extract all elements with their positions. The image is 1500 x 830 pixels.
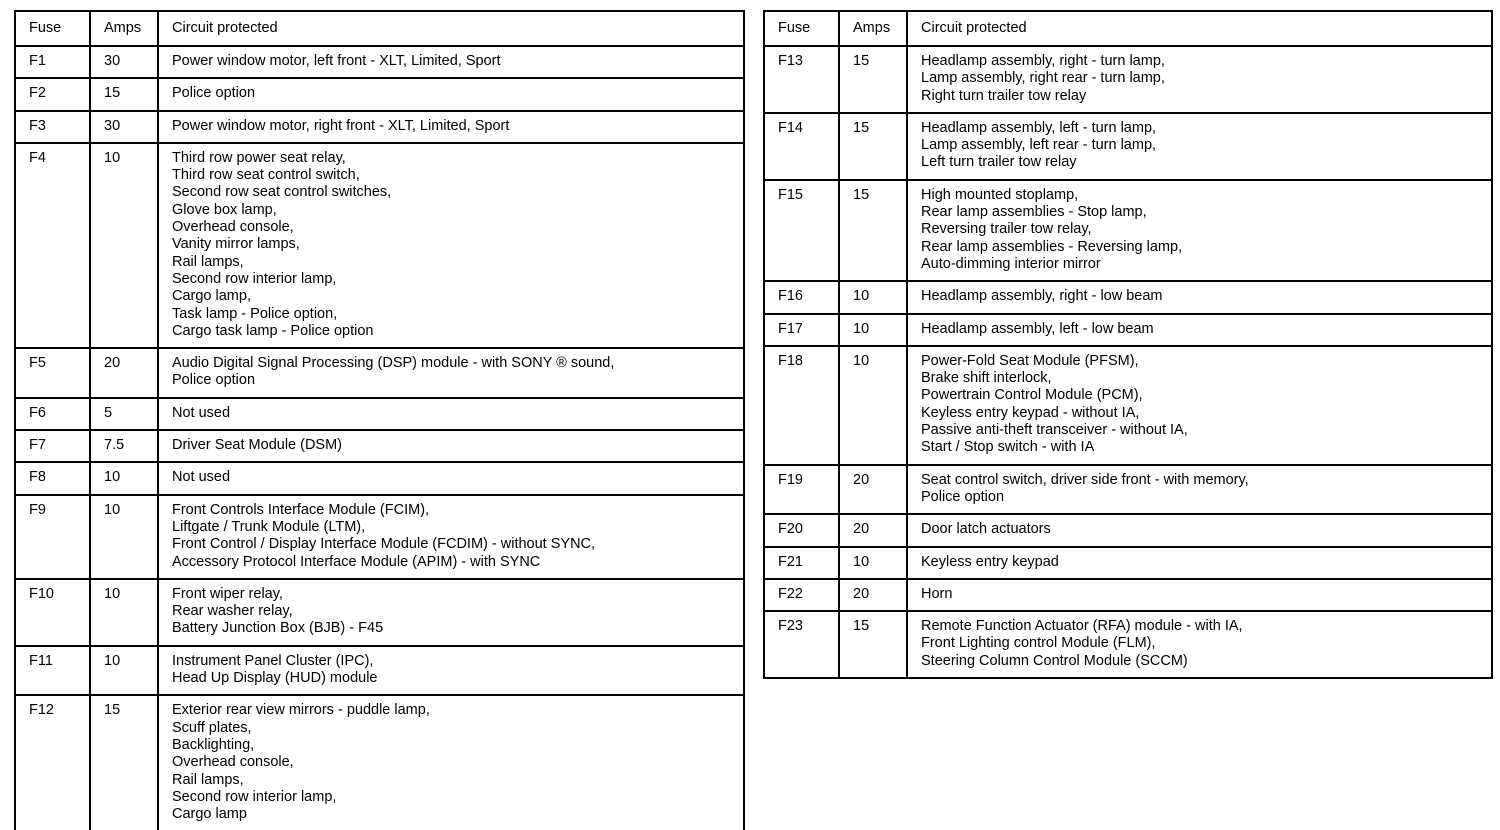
fuse-cell: F13 [764,46,839,113]
fuse-cell: F12 [15,695,90,830]
amps-cell: 10 [839,547,907,579]
circuit-line: Steering Column Control Module (SCCM) [921,652,1188,669]
fuse-cell: F20 [764,514,839,546]
circuit-line: Seat control switch, driver side front - with memory, [921,471,1249,488]
table-row [15,579,744,646]
column-header: Fuse [15,11,90,46]
fuse-cell: F15 [764,180,839,281]
circuit-cell [158,46,744,78]
circuit-line: Rail lamps, [172,253,244,270]
circuit-line: Driver Seat Module (DSM) [172,437,343,454]
circuit-line: Front Control / Display Interface Module (FCDIM) - without SYNC, [172,536,596,553]
circuit-cell [158,111,744,143]
fuse-cell: F21 [764,547,839,579]
table-row [15,111,744,143]
table-row [15,430,744,462]
amps-cell: 10 [90,495,158,579]
circuit-line: Front wiper relay, [172,585,283,602]
amps-cell: 15 [90,78,158,110]
table-row [764,611,1492,678]
circuit-line: Rear lamp assemblies - Reversing lamp, [921,238,1183,255]
circuit-line: Not used [172,469,231,486]
circuit-line: Audio Digital Signal Processing (DSP) module - with SONY ® sound, [172,355,615,372]
table-row [15,143,744,348]
circuit-line: Police option [921,488,1005,505]
circuit-cell [907,611,1492,678]
amps-cell: 5 [90,398,158,430]
circuit-line: Brake shift interlock, [921,370,1052,387]
amps-cell: 15 [839,46,907,113]
circuit-cell [158,495,744,579]
circuit-cell [158,646,744,696]
amps-cell: 10 [839,314,907,346]
circuit-cell [907,46,1492,113]
table-row [15,78,744,110]
circuit-line: Not used [172,404,231,421]
column-header: Amps [90,11,158,46]
circuit-cell [907,547,1492,579]
circuit-line: Rear lamp assemblies - Stop lamp, [921,204,1147,221]
amps-cell: 20 [839,579,907,611]
amps-cell: 15 [839,113,907,180]
table-row [764,314,1492,346]
circuit-line: Exterior rear view mirrors - puddle lamp, [172,702,430,719]
circuit-cell [158,695,744,830]
circuit-cell [907,180,1492,281]
circuit-line: Third row seat control switch, [172,167,360,184]
circuit-line: Accessory Protocol Interface Module (APIM) - with SYNC [172,553,541,570]
amps-cell: 15 [839,180,907,281]
circuit-cell [158,462,744,494]
circuit-line: Overhead console, [172,219,294,236]
circuit-line: Headlamp assembly, left - low beam [921,320,1154,337]
amps-cell: 10 [90,646,158,696]
fuse-cell: F4 [15,143,90,348]
table-row [15,398,744,430]
circuit-cell [907,346,1492,465]
circuit-cell [158,430,744,462]
circuit-cell [907,514,1492,546]
column-header: Fuse [764,11,839,46]
circuit-line: Second row interior lamp, [172,270,337,287]
circuit-line: Horn [921,585,953,602]
circuit-line: Lamp assembly, right rear - turn lamp, [921,70,1165,87]
table-row [764,465,1492,515]
column-header: Circuit protected [158,11,744,46]
circuit-cell [158,348,744,398]
column-header: Amps [839,11,907,46]
circuit-line: Task lamp - Police option, [172,305,338,322]
table-row [764,46,1492,113]
amps-cell: 20 [839,514,907,546]
fuse-cell: F8 [15,462,90,494]
circuit-line: Second row seat control switches, [172,184,392,201]
circuit-line: Cargo lamp, [172,288,251,305]
table-row [15,46,744,78]
circuit-line: Head Up Display (HUD) module [172,670,378,687]
fuse-table-left [14,10,745,830]
table-row [15,646,744,696]
circuit-line: Power window motor, left front - XLT, Limited, Sport [172,53,501,69]
header-row [764,11,1492,46]
fuse-cell: F16 [764,281,839,313]
circuit-line: Power-Fold Seat Module (PFSM), [921,352,1139,369]
table-row [15,462,744,494]
circuit-line: Vanity mirror lamps, [172,236,300,253]
circuit-line: Headlamp assembly, right - low beam [921,288,1163,305]
circuit-line: Front Lighting control Module (FLM), [921,635,1156,652]
circuit-line: Rail lamps, [172,771,244,788]
fuse-cell: F19 [764,465,839,515]
circuit-line: Powertrain Control Module (PCM), [921,387,1143,404]
circuit-line: Keyless entry keypad - without IA, [921,404,1140,421]
circuit-cell [158,398,744,430]
amps-cell: 10 [839,281,907,313]
table-row [764,579,1492,611]
circuit-cell [158,143,744,348]
fuse-cell: F11 [15,646,90,696]
fuse-table-right [763,10,1493,679]
circuit-line: Power window motor, right front - XLT, Limited, Sport [172,117,510,134]
table-row [764,113,1492,180]
circuit-line: Battery Junction Box (BJB) - F45 [172,620,384,637]
fuse-cell: F5 [15,348,90,398]
circuit-line: Glove box lamp, [172,201,277,218]
fuse-cell: F18 [764,346,839,465]
circuit-cell [907,113,1492,180]
amps-cell: 20 [839,465,907,515]
fuse-cell: F14 [764,113,839,180]
circuit-cell [907,465,1492,515]
circuit-line: Instrument Panel Cluster (IPC), [172,652,374,669]
table-row [15,495,744,579]
amps-cell: 7.5 [90,430,158,462]
amps-cell: 10 [90,462,158,494]
fuse-cell: F23 [764,611,839,678]
circuit-line: Cargo task lamp - Police option [172,322,374,339]
table-row [764,547,1492,579]
circuit-line: Auto-dimming interior mirror [921,255,1101,272]
circuit-line: Third row power seat relay, [172,149,346,166]
circuit-line: Right turn trailer tow relay [921,87,1087,104]
circuit-line: Keyless entry keypad [921,553,1059,570]
circuit-line: Headlamp assembly, right - turn lamp, [921,53,1165,69]
circuit-line: Lamp assembly, left rear - turn lamp, [921,137,1157,154]
circuit-cell [158,78,744,110]
circuit-line: Police option [172,372,256,389]
circuit-line: Police option [172,85,256,102]
fuse-cell: F7 [15,430,90,462]
circuit-line: Cargo lamp [172,806,247,823]
header-row [15,11,744,46]
circuit-line: Front Controls Interface Module (FCIM), [172,501,430,518]
amps-cell: 30 [90,46,158,78]
fuse-cell: F3 [15,111,90,143]
amps-cell: 15 [90,695,158,830]
amps-cell: 10 [90,579,158,646]
circuit-line: Start / Stop switch - with IA [921,439,1095,456]
circuit-cell [907,281,1492,313]
amps-cell: 20 [90,348,158,398]
table-row [764,514,1492,546]
fuse-cell: F6 [15,398,90,430]
fuse-cell: F1 [15,46,90,78]
circuit-cell [907,314,1492,346]
fuse-cell: F2 [15,78,90,110]
fuse-cell: F9 [15,495,90,579]
circuit-line: Remote Function Actuator (RFA) module - with IA, [921,618,1243,635]
circuit-line: Headlamp assembly, left - turn lamp, [921,119,1157,136]
fuse-cell: F22 [764,579,839,611]
column-header: Circuit protected [907,11,1492,46]
circuit-line: Rear washer relay, [172,603,293,620]
circuit-line: Left turn trailer tow relay [921,154,1077,171]
table-row [15,348,744,398]
fuse-cell: F17 [764,314,839,346]
table-row [764,180,1492,281]
circuit-line: Overhead console, [172,754,294,771]
table-row [15,695,744,830]
fuse-cell: F10 [15,579,90,646]
circuit-line: Door latch actuators [921,521,1051,538]
amps-cell: 30 [90,111,158,143]
circuit-line: High mounted stoplamp, [921,186,1079,203]
circuit-line: Reversing trailer tow relay, [921,221,1092,238]
circuit-line: Scuff plates, [172,719,252,736]
circuit-cell [907,579,1492,611]
circuit-line: Passive anti-theft transceiver - without IA, [921,422,1188,439]
table-row [764,281,1492,313]
circuit-line: Second row interior lamp, [172,788,337,805]
circuit-cell [158,579,744,646]
table-row [764,346,1492,465]
amps-cell: 10 [839,346,907,465]
circuit-line: Liftgate / Trunk Module (LTM), [172,518,366,535]
amps-cell: 10 [90,143,158,348]
amps-cell: 15 [839,611,907,678]
circuit-line: Backlighting, [172,736,255,753]
